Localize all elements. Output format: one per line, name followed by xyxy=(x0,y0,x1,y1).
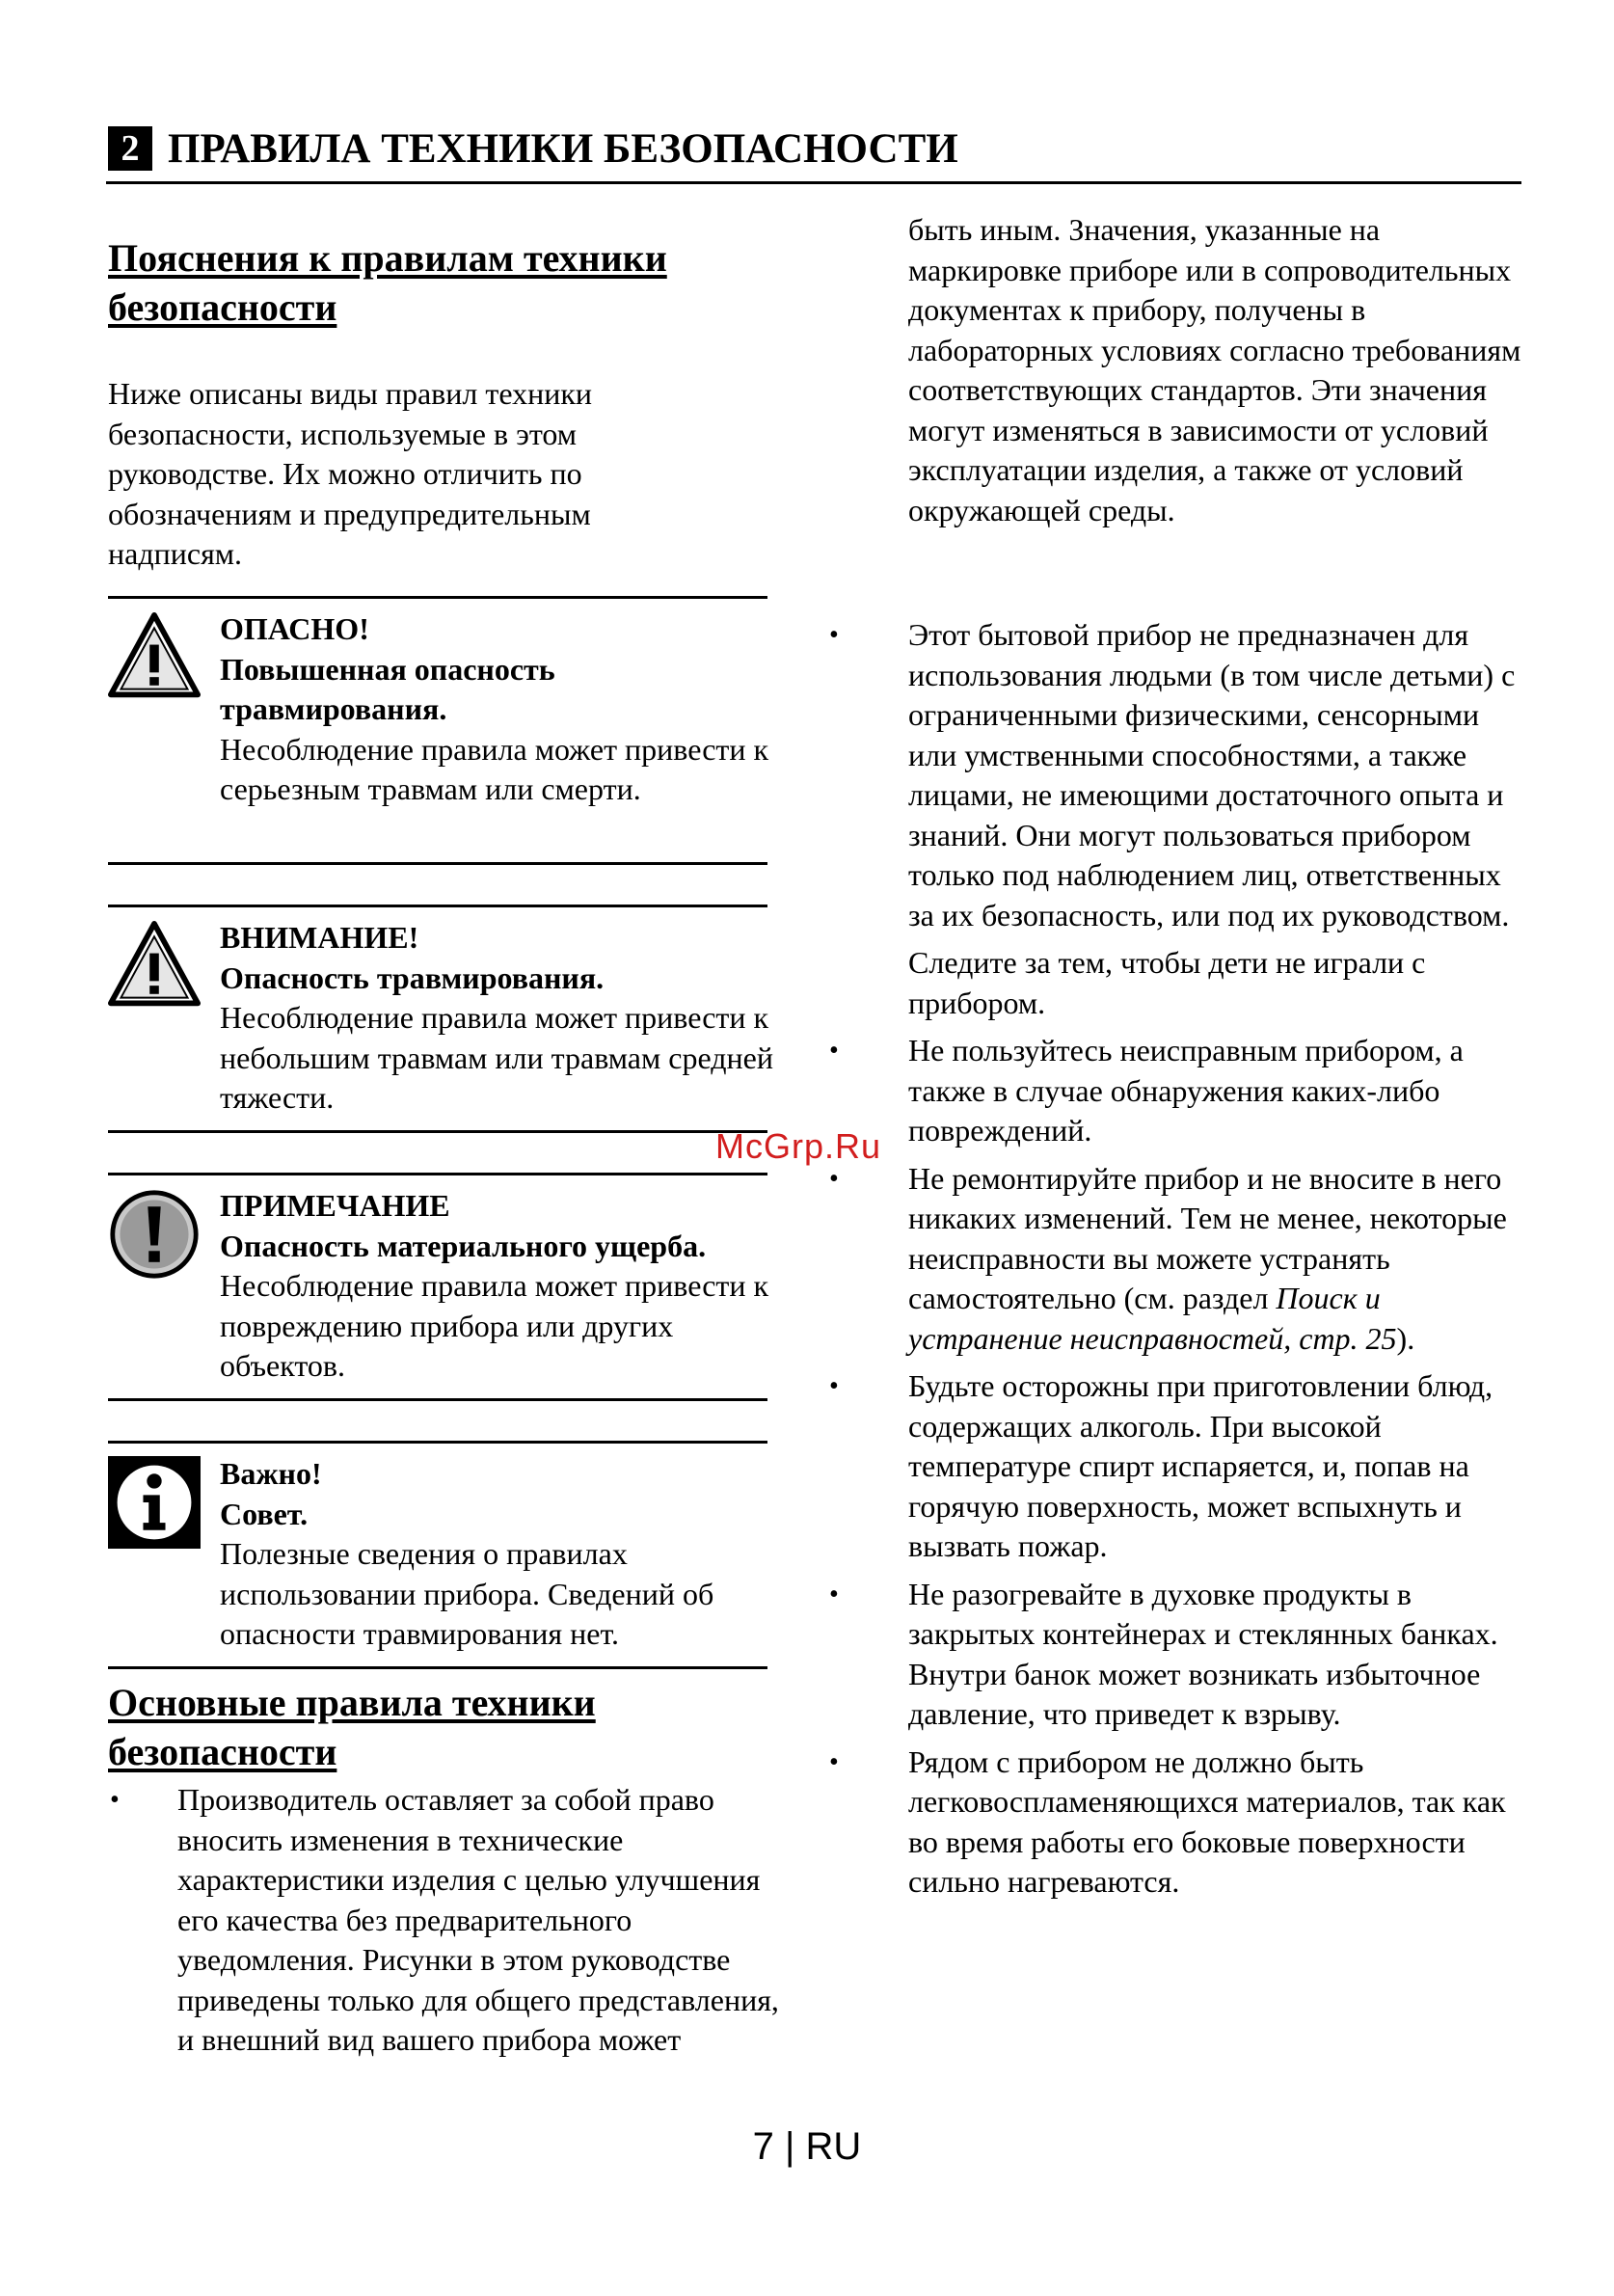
list-item-text: Не разогревайте в духовке продукты в закрытых контейнерах и стеклянных банках. Внутри банок может возникать избыточное давление, что приведет к взрыву. xyxy=(908,1576,1498,1731)
list-item-text: Будьте осторожны при приготовлении блюд, содержащих алкоголь. При высокой температуре спирт испаряется, и, попав на горячую поверхность, может вспыхнуть и вызвать пожар. xyxy=(908,1368,1493,1563)
notice-divider xyxy=(108,1441,767,1444)
info-icon xyxy=(108,1456,201,1549)
notice-divider xyxy=(108,862,767,865)
bullet-marker: • xyxy=(829,1371,839,1401)
bullet-marker: • xyxy=(829,620,839,650)
watermark: McGrp.Ru xyxy=(715,1126,882,1166)
chapter-header xyxy=(106,123,1521,184)
bullet-list-right xyxy=(829,615,1525,1903)
warning-triangle-icon xyxy=(108,920,201,1013)
warning-triangle-icon xyxy=(108,611,201,704)
bullet-marker: • xyxy=(829,1746,839,1777)
section-title-basic-rules: Основные правила техники безопасности xyxy=(108,1681,596,1773)
notice-divider xyxy=(108,1173,767,1175)
notice-title: ОПАСНО! xyxy=(220,611,369,646)
list-item xyxy=(829,1366,1525,1567)
list-item-text: Этот бытовой прибор не предназначен для использования людьми (в том числе детьми) с ограниченными физическими, сенсорными или умственными способностями, а также лицами, не имеющими достаточного опыта и знаний. Они могут пользоваться прибором только под наблюдением лиц, ответственных за их безопасность, или под их руководством. xyxy=(908,617,1516,932)
list-item xyxy=(829,1742,1525,1903)
notice-divider xyxy=(108,1666,767,1669)
intro-paragraph: Ниже описаны виды правил техники безопасности, используемые в этом руководстве. Их можно отличить по обозначениям и предупредительным надписям. xyxy=(108,376,593,571)
notice-body: Несоблюдение правила может привести к повреждению прибора или других объектов. xyxy=(220,1268,769,1383)
notice-title: ПРИМЕЧАНИЕ xyxy=(220,1188,450,1223)
list-item-text: Рядом с прибором не должно быть легковоспламеняющихся материалов, так как во время работы его боковые поверхности сильно нагреваются. xyxy=(908,1743,1506,1899)
notice-body: Несоблюдение правила может привести к небольшим травмам или травмам средней тяжести. xyxy=(220,1000,773,1115)
continuation-paragraph: быть иным. Значения, указанные на маркировке приборе или в сопроводительных документах к прибору, получены в лабораторных условиях согласно требованиям соответствующих стандартов. Эти значения могут изменяться в зависимости от условий эксплуатации изделия, а также от условий окружающей среды. xyxy=(908,212,1521,527)
notice-subtitle: Повышенная опасность травмирования. xyxy=(220,651,555,726)
notice-title: ВНИМАНИЕ! xyxy=(220,920,419,955)
section-title-explanations: Пояснения к правилам техники безопасности xyxy=(108,236,667,329)
notice-divider xyxy=(108,1398,767,1401)
bullet-list-left xyxy=(110,1780,794,2061)
notice-subtitle: Опасность материального ущерба. xyxy=(220,1228,707,1263)
notice-title: Важно! xyxy=(220,1456,322,1491)
section-reference: Поиск и устранение неисправностей, стр. 25 xyxy=(908,1281,1397,1356)
chapter-number-badge: 2 xyxy=(108,126,152,171)
list-item-text: Не пользуйтесь неисправным прибором, а также в случае обнаружения каких-либо повреждений. xyxy=(908,1033,1464,1148)
notice-divider xyxy=(108,1130,767,1133)
bullet-marker: • xyxy=(110,1785,120,1815)
notice-divider xyxy=(108,905,767,907)
list-item-text: Не ремонтируйте прибор и не вносите в него никаких изменений. Тем не менее, некоторые неисправности вы можете устранять самостоятельно (см. раздел xyxy=(908,1160,1507,1315)
list-item-extra: Следите за тем, чтобы дети не играли с прибором. xyxy=(908,945,1426,1020)
notice-body: Полезные сведения о правилах использовании прибора. Сведений об опасности травмирования нет. xyxy=(220,1536,714,1651)
notice-divider xyxy=(108,596,767,599)
bullet-marker: • xyxy=(829,1163,839,1194)
list-item xyxy=(829,1031,1525,1151)
page-footer: 7 | RU xyxy=(752,2125,862,2168)
bullet-marker: • xyxy=(829,1036,839,1066)
notice-subtitle: Совет. xyxy=(220,1496,309,1531)
bullet-marker: • xyxy=(829,1579,839,1609)
list-item-text: Производитель оставляет за собой право вносить изменения в технические характеристики изделия с целью улучшения его качества без предварительного уведомления. Рисунки в этом руководстве приведены только для общего представления, и внешний вид вашего прибора может xyxy=(177,1782,779,2057)
chapter-title: ПРАВИЛА ТЕХНИКИ БЕЗОПАСНОСТИ xyxy=(168,126,958,172)
notice-subtitle: Опасность травмирования. xyxy=(220,959,605,995)
notice-body: Несоблюдение правила может привести к серьезным травмам или смерти. xyxy=(220,731,769,806)
exclamation-circle-icon xyxy=(108,1188,201,1281)
list-item xyxy=(110,1780,794,2061)
list-item xyxy=(829,1575,1525,1735)
list-item xyxy=(829,1159,1525,1360)
list-item-tail: ). xyxy=(1396,1320,1415,1356)
list-item xyxy=(829,615,1525,1023)
